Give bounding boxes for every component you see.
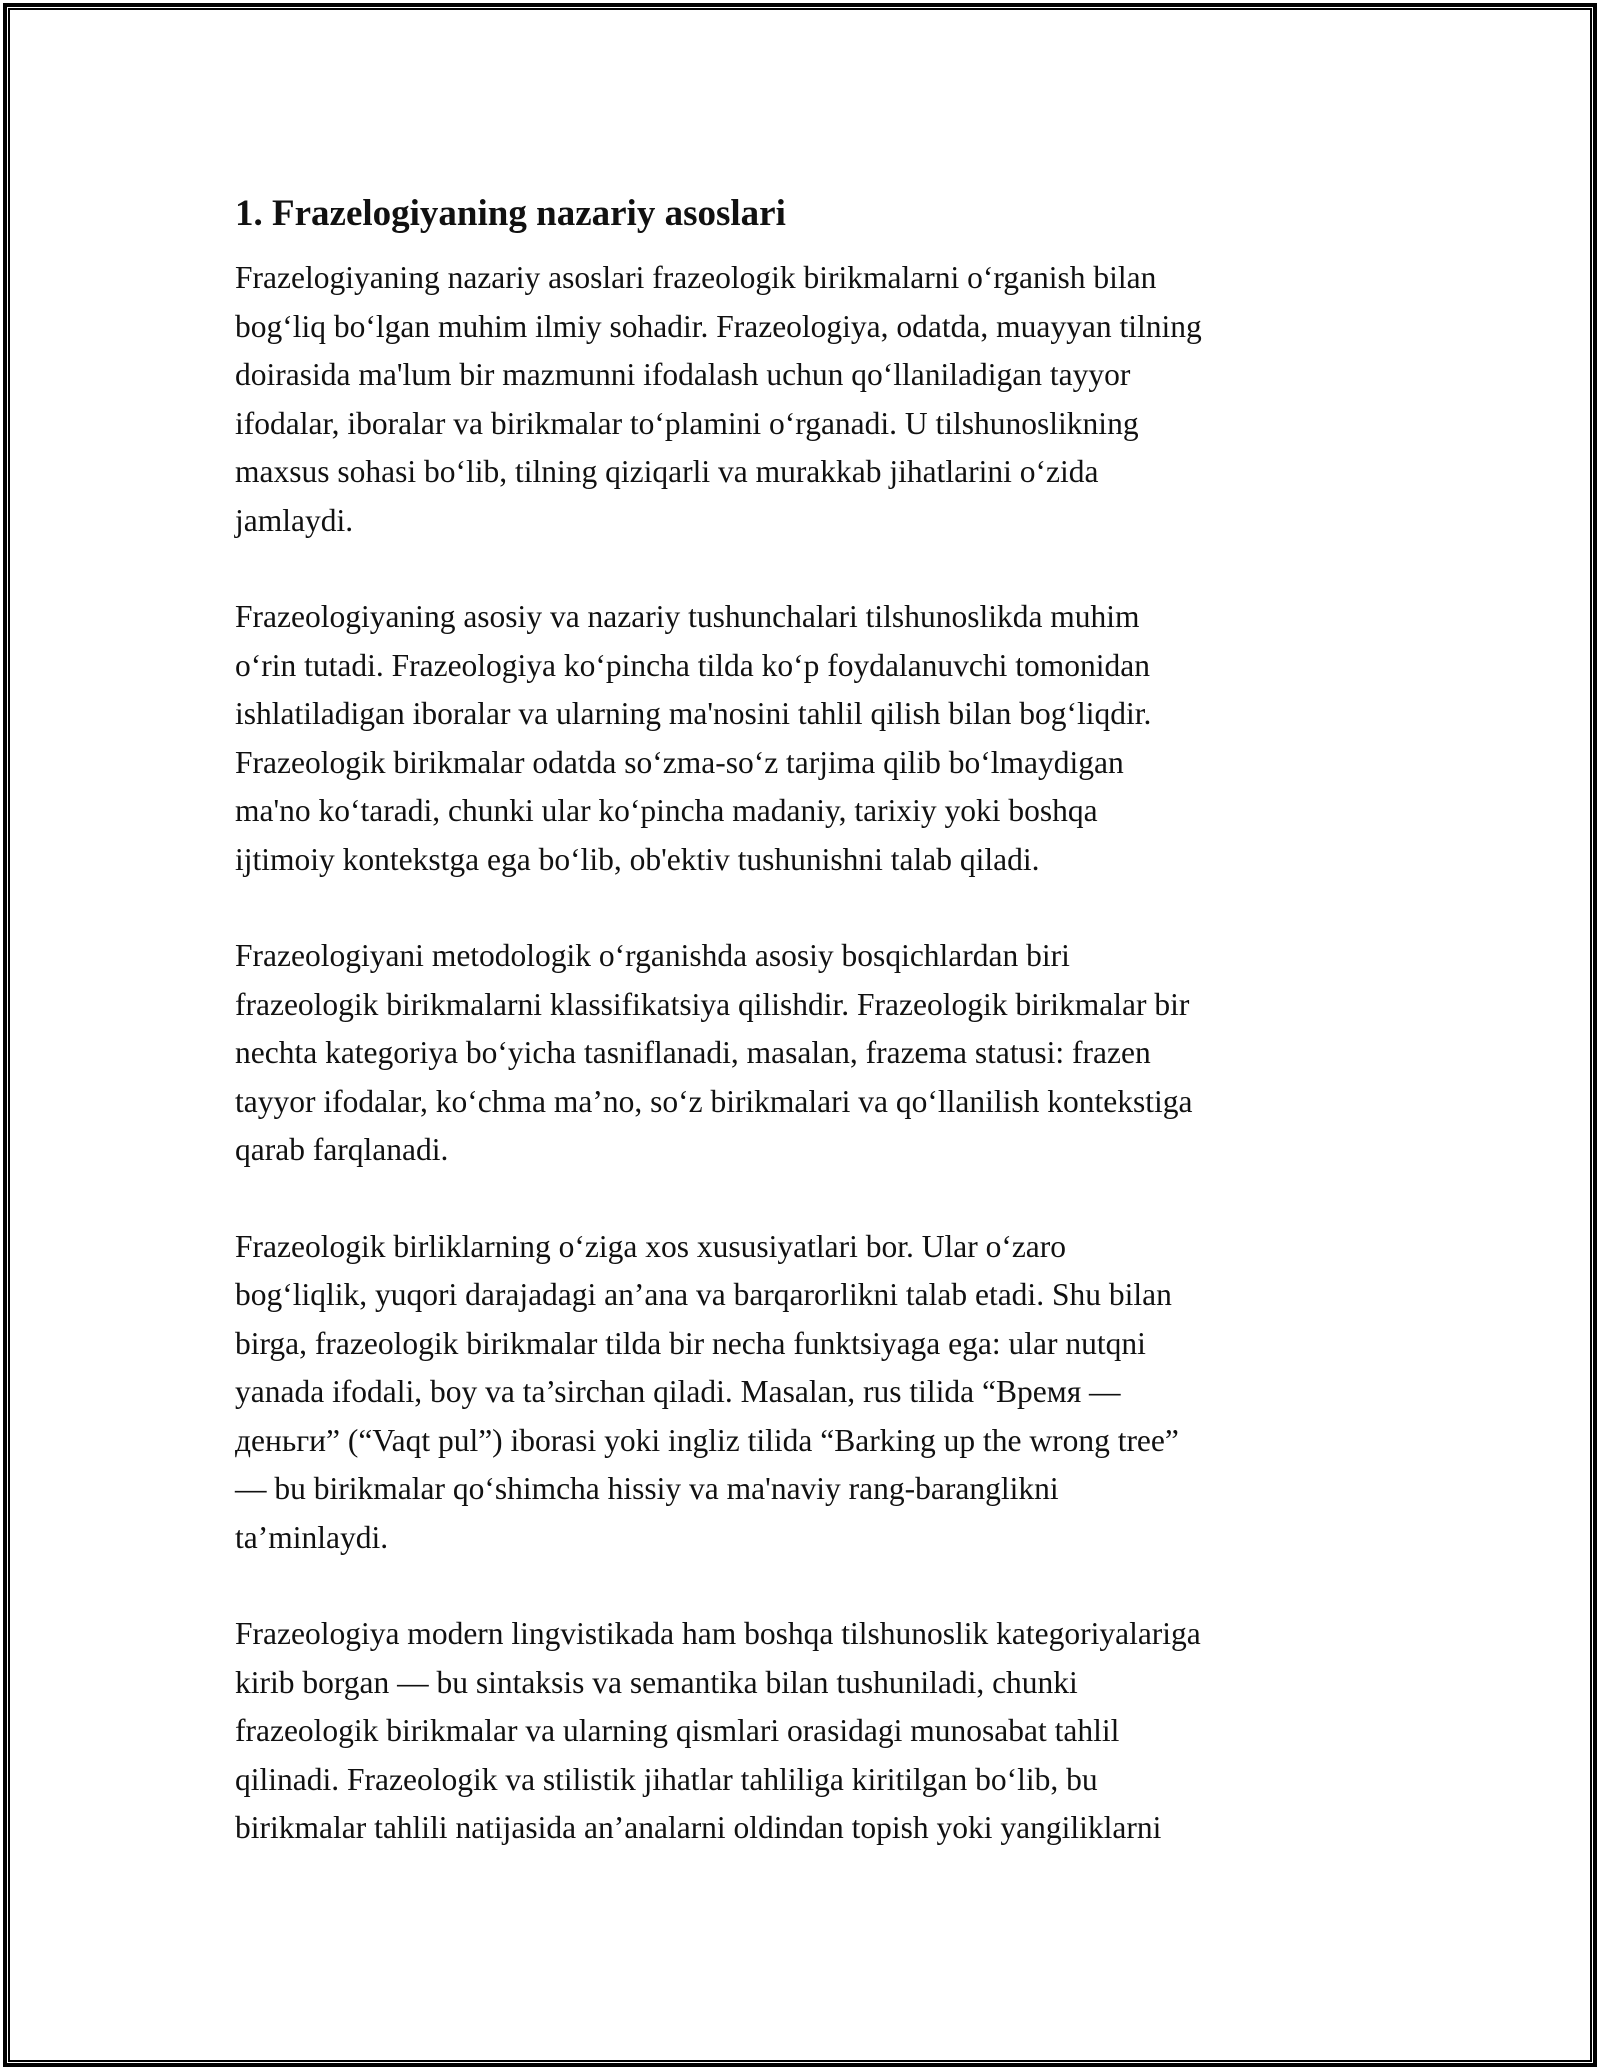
paragraph-line: Frazeologik birliklarning o‘ziga xos xususiyatlari bor. Ular o‘zaro xyxy=(235,1228,1067,1264)
section-heading: 1. Frazelogiyaning nazariy asoslari xyxy=(235,193,786,234)
paragraph-line: qarab farqlanadi. xyxy=(235,1132,449,1167)
paragraph-line: frazeologik birikmalarni klassifikatsiya qilishdir. Frazeologik birikmalar bir xyxy=(235,986,1190,1022)
paragraph-line: birikmalar tahlili natijasida an’analarni oldindan topish yoki yangiliklarni xyxy=(235,1810,1162,1845)
paragraph-line: tayyor ifodalar, ko‘chma ma’no, so‘z birikmalari va qo‘llanilish kontekstiga xyxy=(235,1083,1193,1119)
paragraph-line: ishlatiladigan iboralar va ularning ma'nosini tahlil qilish bilan bog‘liqdir. xyxy=(235,696,1152,731)
paragraph-line: ifodalar, iboralar va birikmalar to‘plamini o‘rganadi. U tilshunoslikning xyxy=(235,405,1139,441)
paragraph-line: ijtimoiy kontekstga ega bo‘lib, ob'ektiv tushunishni talab qiladi. xyxy=(235,841,1040,877)
paragraph-line: doirasida ma'lum bir mazmunni ifodalash uchun qo‘llaniladigan tayyor xyxy=(235,357,1131,392)
paragraph-line: — bu birikmalar qo‘shimcha hissiy va ma'naviy rang-baranglikni xyxy=(235,1471,1059,1506)
paragraph-line: o‘rin tutadi. Frazeologiya ko‘pincha tilda ko‘p foydalanuvchi tomonidan xyxy=(235,647,1151,683)
paragraph-line: bog‘liq bo‘lgan muhim ilmiy sohadir. Frazeologiya, odatda, muayyan tilning xyxy=(235,308,1202,344)
paragraph-line: ma'no ko‘taradi, chunki ular ko‘pincha madaniy, tarixiy yoki boshqa xyxy=(235,793,1098,828)
paragraph-line: Frazeologiya modern lingvistikada ham boshqa tilshunoslik kategoriyalariga xyxy=(235,1616,1201,1651)
paragraph-line: jamlaydi. xyxy=(235,502,354,538)
paragraphs-container xyxy=(235,254,1375,1853)
paragraph-line: bog‘liqlik, yuqori darajadagi an’ana va barqarorlikni talab etadi. Shu bilan xyxy=(235,1277,1172,1312)
paragraph-line: Frazeologik birikmalar odatda so‘zma-so‘z tarjima qilib bo‘lmaydigan xyxy=(235,744,1124,780)
paragraph-line: yanada ifodali, boy va ta’sirchan qiladi. Masalan, rus tilida “Время — xyxy=(235,1374,1121,1409)
paragraph-line: Frazeologiyaning asosiy va nazariy tushunchalari tilshunoslikda muhim xyxy=(235,599,1140,634)
paragraph-3 xyxy=(235,932,1375,1175)
paragraph-line: kirib borgan — bu sintaksis va semantika bilan tushuniladi, chunki xyxy=(235,1664,1078,1700)
document-body xyxy=(235,186,1375,1901)
paragraph-4 xyxy=(235,1223,1375,1563)
paragraph-line: nechta kategoriya bo‘yicha tasniflanadi, masalan, frazema statusi: frazen xyxy=(235,1035,1151,1070)
paragraph-line: maxsus sohasi bo‘lib, tilning qiziqarli va murakkab jihatlarini o‘zida xyxy=(235,454,1099,489)
paragraph-line: frazeologik birikmalar va ularning qismlari orasidagi munosabat tahlil xyxy=(235,1713,1120,1748)
paragraph-line: Frazeologiyani metodologik o‘rganishda asosiy bosqichlardan biri xyxy=(235,938,1070,973)
paragraph-line: Frazelogiyaning nazariy asoslari frazeologik birikmalarni o‘rganish bilan xyxy=(235,260,1157,295)
paragraph-5 xyxy=(235,1610,1375,1853)
paragraph-line: birga, frazeologik birikmalar tilda bir necha funktsiyaga ega: ular nutqni xyxy=(235,1325,1146,1361)
paragraph-1 xyxy=(235,254,1375,545)
paragraph-line: деньги” (“Vaqt pul”) iborasi yoki ingliz tilida “Barking up the wrong tree” xyxy=(235,1422,1179,1458)
paragraph-line: qilinadi. Frazeologik va stilistik jihatlar tahliliga kiritilgan bo‘lib, bu xyxy=(235,1761,1098,1797)
paragraph-2 xyxy=(235,593,1375,884)
paragraph-line: ta’minlaydi. xyxy=(235,1519,389,1555)
